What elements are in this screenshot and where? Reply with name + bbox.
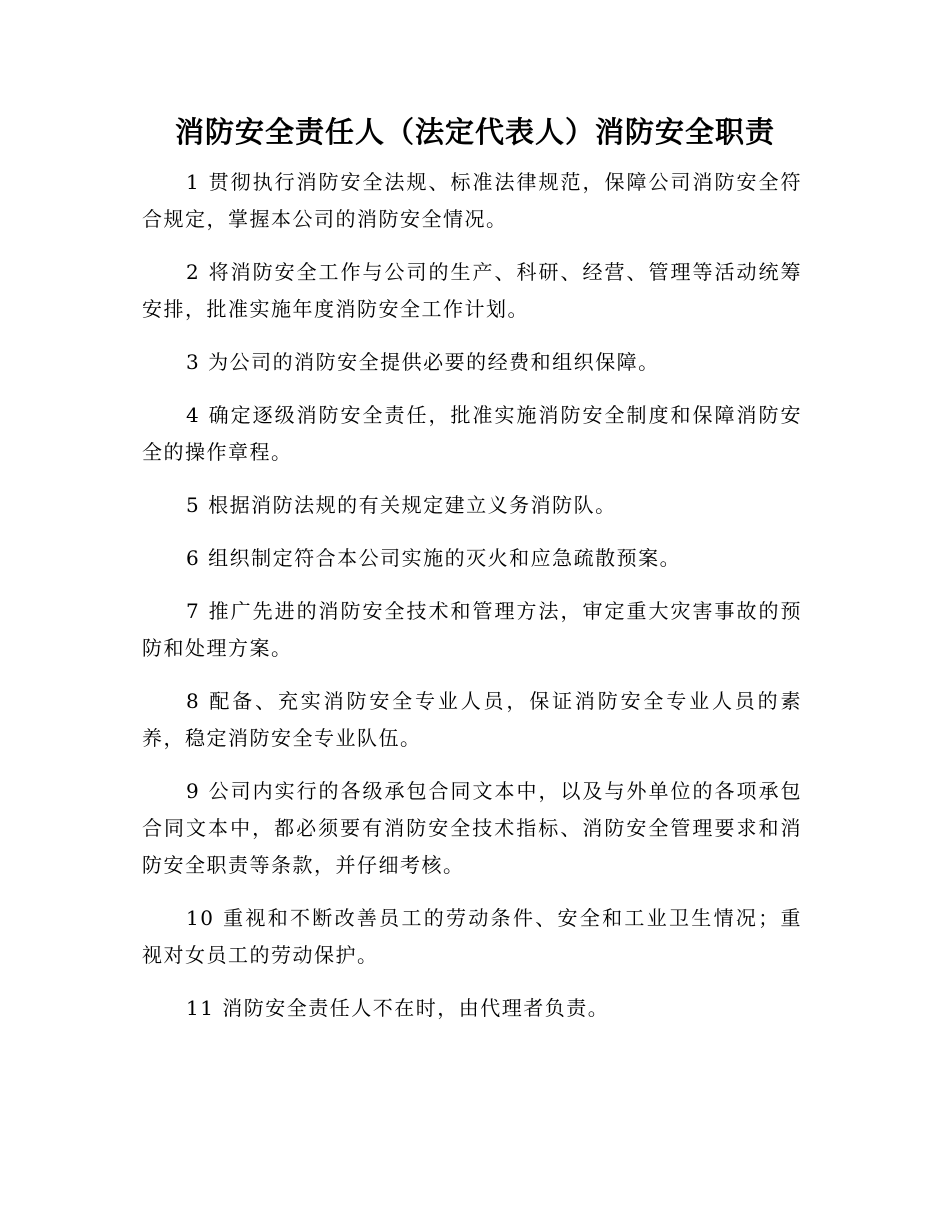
paragraph-6: 6 组织制定符合本公司实施的灭火和应急疏散预案。 (186, 546, 682, 570)
paragraph-1: 1 贯彻执行消防安全法规、标准法律规范，保障公司消防安全符合规定，掌握本公司的消防安全情况。 (142, 170, 802, 231)
paragraph-7: 7 推广先进的消防安全技术和管理方法，审定重大灾害事故的预防和处理方案。 (142, 599, 802, 660)
paragraph-9: 9 公司内实行的各级承包合同文本中，以及与外单位的各项承包合同文本中，都必须要有消防安全技术指标、消防安全管理要求和消防安全职责等条款，并仔细考核。 (142, 779, 802, 877)
paragraph-5: 5 根据消防法规的有关规定建立义务消防队。 (186, 493, 617, 517)
document-body (142, 164, 802, 1043)
document-title: 消防安全责任人（法定代表人）消防安全职责 (174, 115, 775, 149)
paragraph-11: 11 消防安全责任人不在时，由代理者负责。 (186, 996, 610, 1020)
paragraph-2: 2 将消防安全工作与公司的生产、科研、经营、管理等活动统筹安排，批准实施年度消防安全工作计划。 (142, 260, 802, 321)
paragraph-4: 4 确定逐级消防安全责任，批准实施消防安全制度和保障消防安全的操作章程。 (142, 403, 802, 464)
paragraph-10: 10 重视和不断改善员工的劳动条件、安全和工业卫生情况；重视对女员工的劳动保护。 (142, 906, 802, 967)
paragraph-8: 8 配备、充实消防安全专业人员，保证消防安全专业人员的素养，稳定消防安全专业队伍。 (142, 689, 802, 750)
paragraph-3: 3 为公司的消防安全提供必要的经费和组织保障。 (186, 350, 660, 374)
